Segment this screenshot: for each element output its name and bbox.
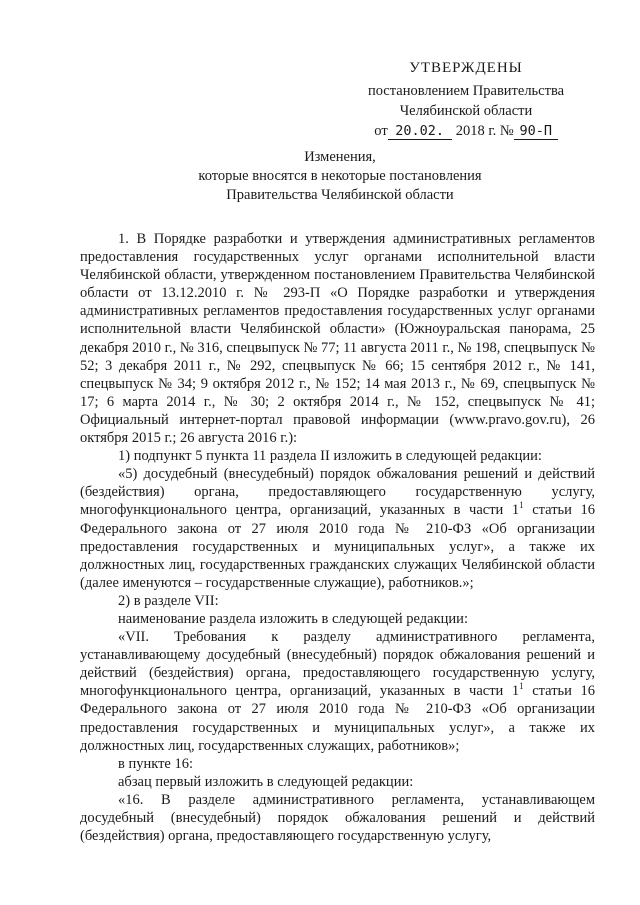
- paragraph-3-text-a: «5) досудебный (внесудебный) порядок обжалования решений и действий (бездействия) органа, предоставляющего государственную услугу, многофункционального центра, организаций, указанных в части 1: [80, 466, 595, 519]
- approval-dateline: [366, 121, 566, 141]
- handwritten-number: 90-П: [514, 123, 558, 140]
- paragraph-6-text-b: статьи 16 Федерального закона от 27 июля 2010 года № 210-ФЗ «Об организации предоставления государственных и муниципальных услуг», а также их должностных лиц, государственных служащих, работников»;: [80, 683, 595, 754]
- title-line-3: Правительства Челябинской области: [226, 187, 454, 203]
- document-body: [80, 230, 595, 845]
- paragraph-8: абзац первый изложить в следующей редакции:: [118, 773, 414, 790]
- paragraph-3: [80, 465, 595, 592]
- paragraph-3-text-b: статьи 16 Федерального закона от 27 июля 2010 года № 210-ФЗ «Об организации предоставления государственных и муниципальных услуг», а также их должностных лиц, государственных гражданских служащих Челябинской области (далее именуются – государственные служащие), работников.»;: [80, 502, 595, 591]
- approval-line-1: постановлением Правительства: [367, 83, 565, 99]
- document-title: [80, 148, 600, 205]
- paragraph-6-text-a: «VII. Требования к разделу административного регламента, устанавливающему досудебный (внесудебный) порядок обжалования решений и действий (бездействия) органа, предоставляющего государственную услугу, многофункционального центра, организаций, указанных в части 1: [80, 629, 595, 700]
- date-prefix: от: [374, 123, 388, 139]
- paragraph-1: 1. В Порядке разработки и утверждения административных регламентов предоставления государственных услуг органами исполнительной власти Челябинской области, утвержденном постановлением Правительства Челябинской области от 13.12.2010 г. № 293-П «О Порядке разработки и утверждения административных регламентов предоставления государственных услуг органами исполнительной власти Челябинской области» (Южноуральская панорама, 25 декабря 2010 г., № 316, спецвыпуск № 77; 11 августа 2011 г., № 198, спецвыпуск № 52; 3 декабря 2011 г., № 292, спецвыпуск № 66; 15 сентября 2012 г., № 141, спецвыпуск № 34; 9 октября 2012 г., № 152; 14 мая 2013 г., № 69, спецвыпуск № 17; 6 марта 2014 г., № 30; 2 октября 2014 г., № 152, спецвыпуск № 41; Официальный интернет-портал правовой информации (www.pravo.gov.ru), 26 октября 2015 г.; 26 августа 2016 г.):: [80, 231, 595, 447]
- paragraph-7: в пункте 16:: [118, 755, 194, 772]
- paragraph-2: 1) подпункт 5 пункта 11 раздела II изложить в следующей редакции:: [118, 448, 542, 465]
- paragraph-6-superscript: 1: [519, 681, 524, 692]
- paragraph-6: [80, 628, 595, 755]
- approval-line-2: Челябинской области: [399, 103, 533, 119]
- title-line-2: которые вносятся в некоторые постановления: [198, 168, 482, 184]
- title-line-1: Изменения,: [304, 149, 376, 165]
- year-text: 2018 г. №: [455, 123, 514, 139]
- approval-heading: УТВЕРЖДЕНЫ: [409, 60, 523, 76]
- paragraph-9: «16. В разделе административного регламента, устанавливающем досудебный (внесудебный) порядок обжалования решений и действий (бездействия) органа, предоставляющего государственную услугу,: [80, 791, 595, 845]
- approval-block: [366, 58, 566, 141]
- paragraph-5: наименование раздела изложить в следующей редакции:: [118, 610, 468, 627]
- paragraph-3-superscript: 1: [519, 500, 524, 511]
- paragraph-4: 2) в разделе VII:: [118, 592, 219, 609]
- handwritten-date: 20.02.: [388, 123, 452, 140]
